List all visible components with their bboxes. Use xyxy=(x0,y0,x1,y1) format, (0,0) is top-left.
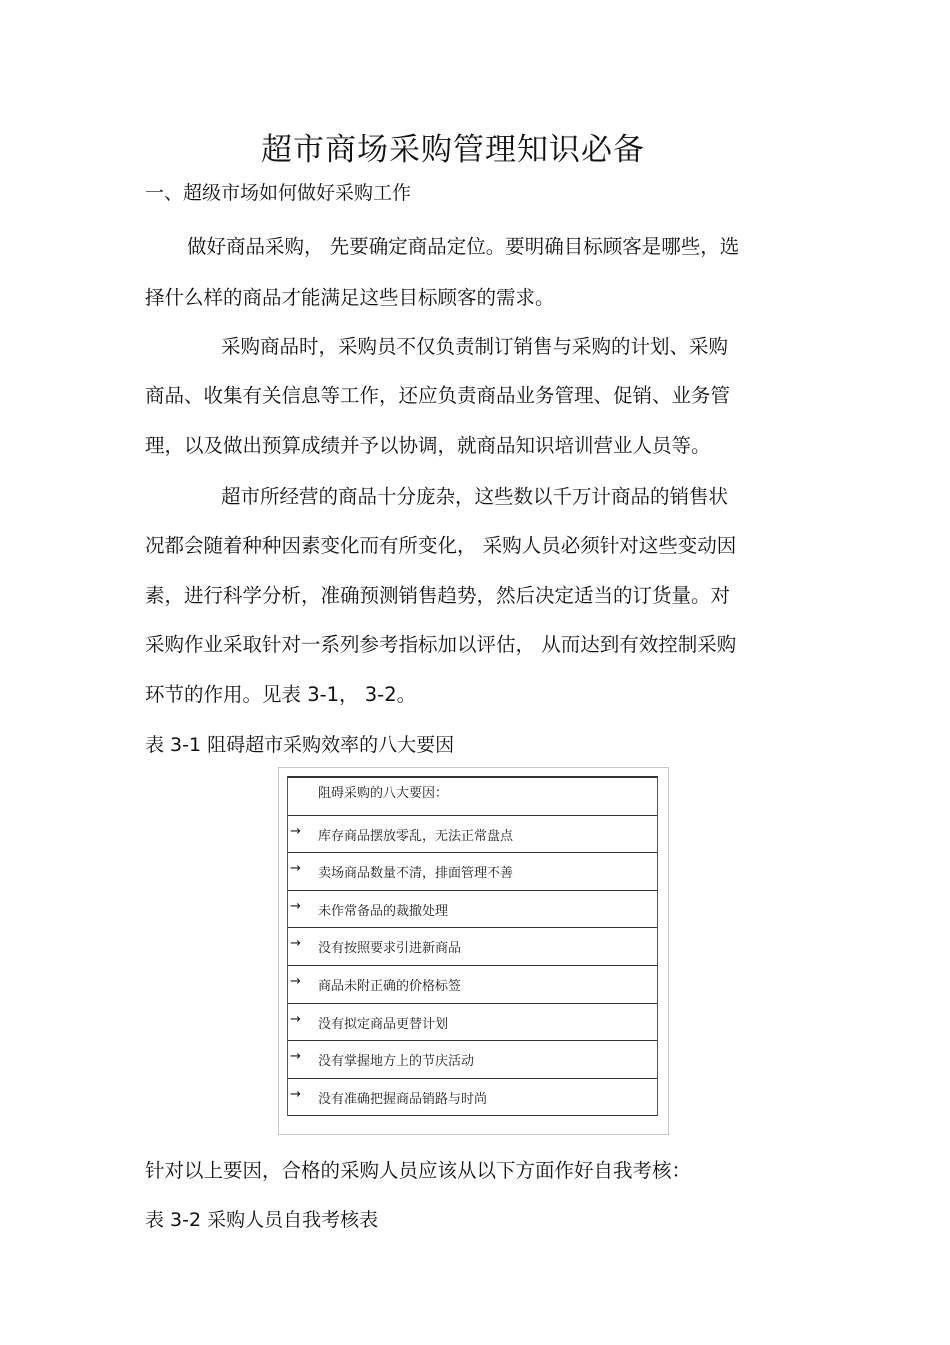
table1-header-row xyxy=(288,778,657,816)
table-cell: 商品未附正确的价格标签 xyxy=(318,978,462,994)
table-cell: 卖场商品数量不清，排面管理不善 xyxy=(318,866,514,882)
paragraph-line: 采购商品时，采购员不仅负责制订销售与采购的计划、采购 xyxy=(221,335,729,358)
table1-header: 阻碍采购的八大要因： xyxy=(318,786,449,801)
paragraph-line: 况都会随着种种因素变化而有所变化， 采购人员必须针对这些变动因 xyxy=(145,534,737,557)
table-cell: 没有按照要求引进新商品 xyxy=(318,941,462,957)
table-row xyxy=(288,1004,657,1042)
table-row xyxy=(288,816,657,854)
arrow-right-icon: → xyxy=(290,1011,301,1027)
paragraph-line: 环节的作用。见表 3-1， 3-2。 xyxy=(145,683,417,706)
table-cell: 没有掌握地方上的节庆活动 xyxy=(318,1054,475,1070)
paragraph-line: 择什么样的商品才能满足这些目标顾客的需求。 xyxy=(145,286,555,309)
table-row xyxy=(288,853,657,891)
section-heading: 一、超级市场如何做好采购工作 xyxy=(145,182,412,204)
table-cell: 库存商品摆放零乱，无法正常盘点 xyxy=(318,828,514,844)
table1 xyxy=(287,776,658,1116)
arrow-right-icon: → xyxy=(290,973,301,989)
table2-caption: 表 3-2 采购人员自我考核表 xyxy=(145,1209,379,1231)
table-row xyxy=(288,928,657,966)
paragraph-line: 理，以及做出预算成绩并予以协调，就商品知识培训营业人员等。 xyxy=(145,434,711,457)
table-cell: 没有拟定商品更替计划 xyxy=(318,1016,449,1032)
paragraph-line: 做好商品采购， 先要确定商品定位。要明确目标顾客是哪些，选 xyxy=(187,235,740,258)
table1-caption: 表 3-1 阻碍超市采购效率的八大要因 xyxy=(145,734,455,756)
arrow-right-icon: → xyxy=(290,1086,301,1102)
table-cell: 没有准确把握商品销路与时尚 xyxy=(318,1091,488,1107)
arrow-right-icon: → xyxy=(290,898,301,914)
paragraph-line: 商品、收集有关信息等工作，还应负责商品业务管理、促销、业务管 xyxy=(145,384,731,407)
arrow-right-icon: → xyxy=(290,861,301,877)
paragraph-line: 采购作业采取针对一系列参考指标加以评估， 从而达到有效控制采购 xyxy=(145,633,737,656)
arrow-right-icon: → xyxy=(290,823,301,839)
paragraph-line: 素，进行科学分析，准确预测销售趋势，然后决定适当的订货量。对 xyxy=(145,584,731,607)
table-row xyxy=(288,966,657,1004)
table-row xyxy=(288,1079,657,1117)
arrow-right-icon: → xyxy=(290,936,301,952)
after-table-text: 针对以上要因，合格的采购人员应该从以下方面作好自我考核： xyxy=(145,1159,692,1182)
table-cell: 未作常备品的裁撤处理 xyxy=(318,903,449,919)
table-row xyxy=(288,891,657,929)
paragraph-line: 超市所经营的商品十分庞杂，这些数以千万计商品的销售状 xyxy=(221,485,729,508)
document-title: 超市商场采购管理知识必备 xyxy=(261,132,645,168)
arrow-right-icon: → xyxy=(290,1049,301,1065)
table-row xyxy=(288,1041,657,1079)
